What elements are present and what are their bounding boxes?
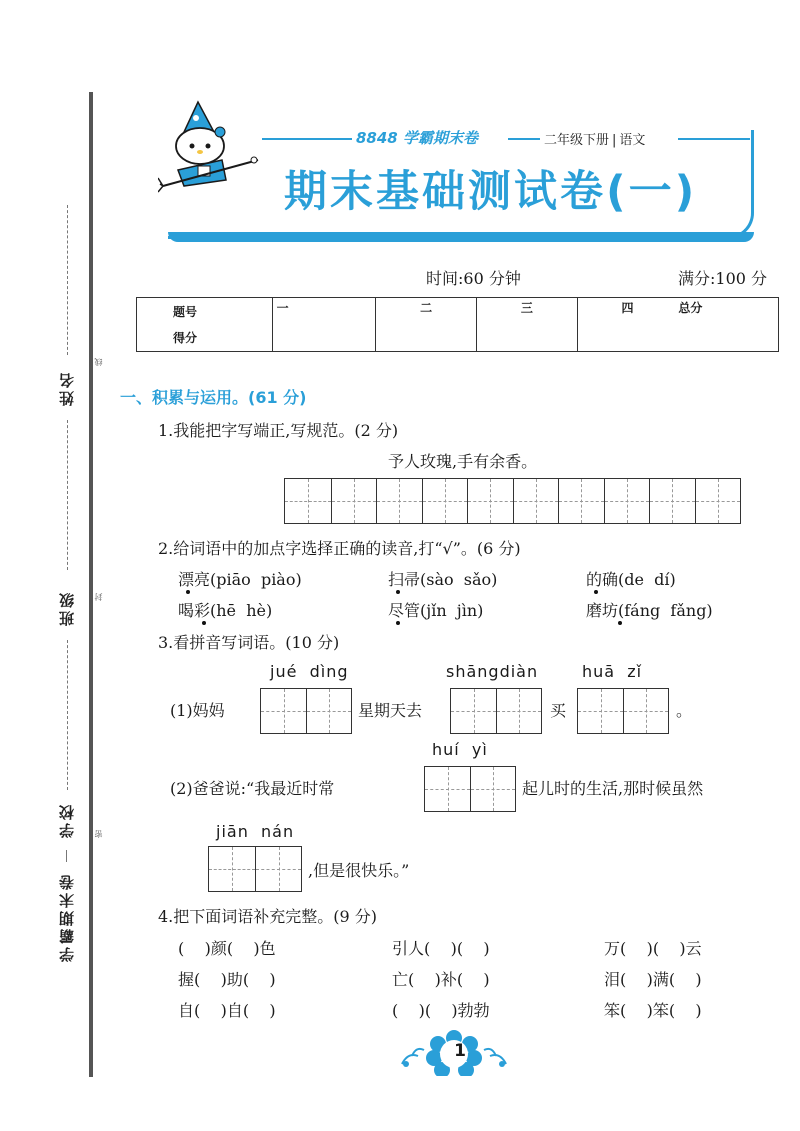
score-col-3 <box>477 298 578 352</box>
idiom-blank[interactable]: 亡( )补( ) <box>392 970 490 989</box>
brand-line-right <box>678 138 750 140</box>
binding-dash-3 <box>67 640 68 790</box>
time-label: 时间:60 分钟 <box>426 269 521 288</box>
score-col-4 <box>577 298 677 352</box>
writing-cell[interactable] <box>261 689 306 733</box>
score-col-header <box>137 298 273 325</box>
writing-cell[interactable] <box>695 479 741 523</box>
q3-line1-text2: 星期天去 <box>358 701 423 720</box>
writing-cell[interactable] <box>470 767 515 811</box>
pronunciation-item[interactable]: 喝彩(hē hè) <box>178 601 273 620</box>
emphasis-dot <box>186 590 190 594</box>
copy-sentence: 予人玫瑰,手有余香。 <box>388 452 538 471</box>
idiom-blank[interactable]: 笨( )笨( ) <box>604 1001 702 1020</box>
binding-separator <box>66 850 67 862</box>
question-2-prompt: 2.给词语中的加点字选择正确的读音,打“√”。(6 分) <box>158 539 521 558</box>
emphasis-dot <box>594 590 598 594</box>
score-row-label <box>137 325 273 352</box>
question-3-prompt: 3.看拼音写词语。(10 分) <box>158 633 340 652</box>
idiom-blank[interactable]: ( )颜( )色 <box>178 939 276 958</box>
pronunciation-item[interactable]: 磨坊(fáng fǎng) <box>586 601 713 620</box>
section-title: 一、积累与运用。(61 分) <box>120 388 307 407</box>
pronunciation-item[interactable]: 的确(de dí) <box>586 570 676 589</box>
idiom-blank[interactable]: 握( )助( ) <box>178 970 276 989</box>
score-col-1 <box>272 298 376 352</box>
question-4-prompt: 4.把下面词语补充完整。(9 分) <box>158 907 378 926</box>
score-col-2 <box>376 298 477 352</box>
page-number: 1 <box>454 1041 466 1061</box>
class-label: 班级 <box>58 590 76 626</box>
cut-label-2: 封 <box>94 593 103 601</box>
emphasis-dot <box>396 590 400 594</box>
writing-grid-huazi[interactable] <box>577 688 669 734</box>
writing-grid-jiannan[interactable] <box>208 846 302 892</box>
brand-line-left <box>262 138 352 140</box>
name-label: 姓名 <box>58 370 76 406</box>
subject-text: 语文 <box>619 133 646 148</box>
emphasis-dot <box>396 621 400 625</box>
q3-line2-text2: 起儿时的生活,那时候虽然 <box>522 779 704 798</box>
writing-cell[interactable] <box>376 479 422 523</box>
q3-line1-text4: 。 <box>676 701 693 720</box>
writing-cell[interactable] <box>578 689 623 733</box>
cut-label-3: 密 <box>94 830 103 838</box>
writing-cell[interactable] <box>467 479 513 523</box>
writing-cell[interactable] <box>425 767 470 811</box>
binding-dash-1 <box>67 205 68 355</box>
pinyin-jueding: jué dìng <box>270 662 349 681</box>
grade-label: 二年级下册 | 语文 <box>544 133 646 148</box>
header-cell: 题号 <box>173 304 198 319</box>
idiom-blank[interactable]: 泪( )满( ) <box>604 970 702 989</box>
mascot-logo <box>158 94 268 204</box>
header-cell: 总分 <box>678 300 703 315</box>
emphasis-dot <box>618 621 622 625</box>
score-label: 得分 <box>173 331 198 346</box>
writing-grid-huiyi[interactable] <box>424 766 516 812</box>
brand-vertical-label: 学霸期末卷 <box>58 872 76 962</box>
question-1-prompt: 1.我能把字写端正,写规范。(2 分) <box>158 421 399 440</box>
writing-cell[interactable] <box>285 479 331 523</box>
header-cell: 三 <box>520 300 533 315</box>
pinyin-jiannan: jiān nán <box>216 822 295 841</box>
header-cell: 四 <box>621 300 634 315</box>
brand-line-mid <box>508 138 540 140</box>
pinyin-huazi: huā zǐ <box>582 662 643 681</box>
writing-grid-jueding[interactable] <box>260 688 352 734</box>
writing-cell[interactable] <box>604 479 650 523</box>
pronunciation-item[interactable]: 尽管(jǐn jìn) <box>388 601 484 620</box>
binding-line <box>89 92 93 1077</box>
idiom-blank[interactable]: 万( )( )云 <box>604 939 702 958</box>
writing-cell[interactable] <box>209 847 255 891</box>
writing-cell[interactable] <box>306 689 351 733</box>
header-cell: 一 <box>276 300 289 315</box>
writing-cell[interactable] <box>623 689 668 733</box>
grade-text: 二年级下册 <box>544 133 610 148</box>
writing-cell[interactable] <box>496 689 541 733</box>
cut-label-1: 线 <box>94 358 103 366</box>
pinyin-huiyi: huí yì <box>432 740 488 759</box>
writing-cell[interactable] <box>255 847 301 891</box>
q3-line1-text3: 买 <box>550 701 567 720</box>
writing-cell[interactable] <box>331 479 377 523</box>
idiom-blank[interactable]: 自( )自( ) <box>178 1001 276 1020</box>
writing-cell[interactable] <box>649 479 695 523</box>
title-banner-base <box>168 232 754 242</box>
emphasis-dot <box>202 621 206 625</box>
header-cell: 二 <box>420 300 433 315</box>
score-table <box>136 297 779 352</box>
idiom-blank[interactable]: 引人( )( ) <box>392 939 490 958</box>
school-label: 学校 <box>58 802 76 838</box>
score-col-total <box>677 298 778 352</box>
pronunciation-item[interactable]: 扫帚(sào sǎo) <box>388 570 498 589</box>
writing-cell[interactable] <box>451 689 496 733</box>
pinyin-shangdian: shāngdiàn <box>446 662 539 681</box>
binding-dash-2 <box>67 420 68 570</box>
pronunciation-item[interactable]: 漂亮(piāo piào) <box>178 570 302 589</box>
writing-grid-shangdian[interactable] <box>450 688 542 734</box>
full-score-label: 满分:100 分 <box>678 269 768 288</box>
q3-line2-text1: (2)爸爸说:“我最近时常 <box>170 779 335 798</box>
idiom-blank[interactable]: ( )( )勃勃 <box>392 1001 490 1020</box>
writing-cell[interactable] <box>558 479 604 523</box>
q3-line3-text: ,但是很快乐。” <box>308 861 410 880</box>
brand-label: 8848 学霸期末卷 <box>356 129 478 147</box>
writing-grid-q1[interactable] <box>284 478 741 524</box>
writing-cell[interactable] <box>513 479 559 523</box>
q3-line1-text1: (1)妈妈 <box>170 701 225 720</box>
writing-cell[interactable] <box>422 479 468 523</box>
page-title: 期末基础测试卷(一) <box>284 167 698 217</box>
